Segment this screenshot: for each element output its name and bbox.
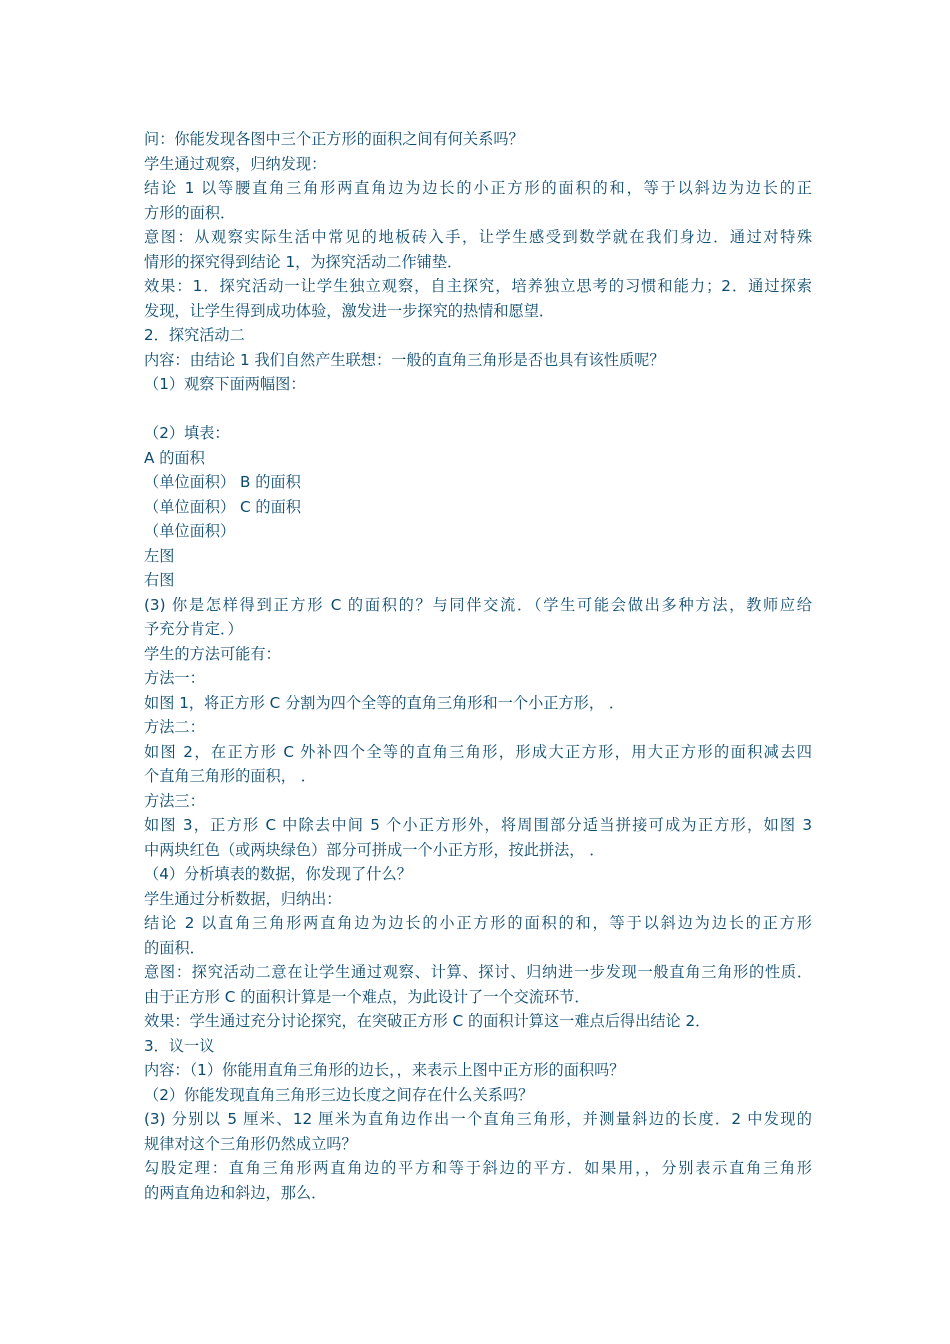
table-header-line: A 的面积	[144, 448, 205, 467]
text-line: (3) 你是怎样得到正方形 C 的面积的？与同伴交流．（学生可能会做出多种方法，教师应给	[144, 595, 812, 614]
document-body	[144, 127, 812, 1205]
effect-line: 效果：1．探究活动一让学生独立观察，自主探究，培养独立思考的习惯和能力；2．通过探索	[144, 277, 812, 295]
text-line: 如图 3，正方形 C 中除去中间 5 个小正方形外，将周围部分适当拼接可成为正方形，如图 3	[144, 816, 812, 834]
theorem-line: 勾股定理：直角三角形两直角边的平方和等于斜边的平方．如果用，，分别表示直角三角形	[144, 1159, 812, 1177]
text-line: 如图 2，在正方形 C 外补四个全等的直角三角形，形成大正方形，用大正方形的面积减去四	[144, 742, 812, 761]
intent-line: 意图：探究活动二意在让学生通过观察、计算、探讨、归纳进一步发现一般直角三角形的性质．	[144, 963, 812, 981]
table-header-line: （单位面积）	[144, 522, 236, 540]
text-line: 方形的面积．	[144, 203, 236, 222]
section-heading: 2．探究活动二	[144, 326, 245, 344]
question-line: 问：你能发现各图中三个正方形的面积之间有何关系吗？	[144, 130, 524, 148]
section-heading: 3．议一议	[144, 1036, 215, 1055]
method-heading: 方法二：	[144, 718, 205, 736]
text-line: 予充分肯定．）	[144, 620, 243, 638]
table-header-line: （单位面积） B 的面积	[144, 473, 301, 491]
text-line: 的面积．	[144, 938, 205, 957]
content-line: 内容：由结论 1 我们自然产生联想：一般的直角三角形是否也具有该性质呢？	[144, 350, 665, 369]
intent-line: 意图：从观察实际生活中常见的地板砖入手，让学生感受到数学就在我们身边．通过对特殊	[144, 228, 812, 246]
effect-line: 效果：学生通过充分讨论探究，在突破正方形 C 的面积计算这一难点后得出结论 2．	[144, 1012, 711, 1030]
text-line: 规律对这个三角形仍然成立吗？	[144, 1134, 357, 1153]
text-line: 如图 1，将正方形 C 分割为四个全等的直角三角形和一个小正方形， ．	[144, 693, 625, 712]
text-line: 的两直角边和斜边，那么．	[144, 1183, 327, 1202]
text-line: 由于正方形 C 的面积计算是一个难点，为此设计了一个交流环节．	[144, 987, 590, 1006]
table-row-label: 左图	[144, 546, 175, 565]
text-line: 学生通过分析数据，归纳出：	[144, 889, 342, 908]
text-line: 学生通过观察，归纳发现：	[144, 154, 327, 173]
text-line: (3) 分别以 5 厘米、12 厘米为直角边作出一个直角三角形，并测量斜边的长度．2 中发现的	[144, 1110, 812, 1128]
text-line: （2）填表：	[144, 424, 230, 442]
text-line: 个直角三角形的面积， ．	[144, 767, 316, 785]
text-line: （1）观察下面两幅图：	[144, 375, 306, 393]
figure-gap	[144, 397, 812, 422]
content-line: 内容：（1）你能用直角三角形的边长，，来表示上图中正方形的面积吗？	[144, 1061, 625, 1079]
text-line: 中两块红色（或两块绿色）部分可拼成一个小正方形，按此拼法， ．	[144, 840, 605, 859]
text-line: 学生的方法可能有：	[144, 644, 281, 663]
table-header-line: （单位面积） C 的面积	[144, 497, 301, 516]
method-heading: 方法一：	[144, 669, 205, 687]
text-line: （2）你能发现直角三角形三边长度之间存在什么关系吗？	[144, 1085, 534, 1104]
text-line: 情形的探究得到结论 1，为探究活动二作铺垫．	[144, 252, 463, 271]
conclusion-1-line: 结论 1 以等腰直角三角形两直角边为边长的小正方形的面积的和，等于以斜边为边长的正	[144, 179, 812, 197]
conclusion-2-line: 结论 2 以直角三角形两直角边为边长的小正方形的面积的和，等于以斜边为边长的正方形	[144, 914, 812, 932]
table-row-label: 右图	[144, 571, 175, 589]
text-line: （4）分析填表的数据，你发现了什么？	[144, 865, 412, 883]
method-heading: 方法三：	[144, 791, 205, 810]
text-line: 发现，让学生得到成功体验，激发进一步探究的热情和愿望．	[144, 301, 555, 320]
